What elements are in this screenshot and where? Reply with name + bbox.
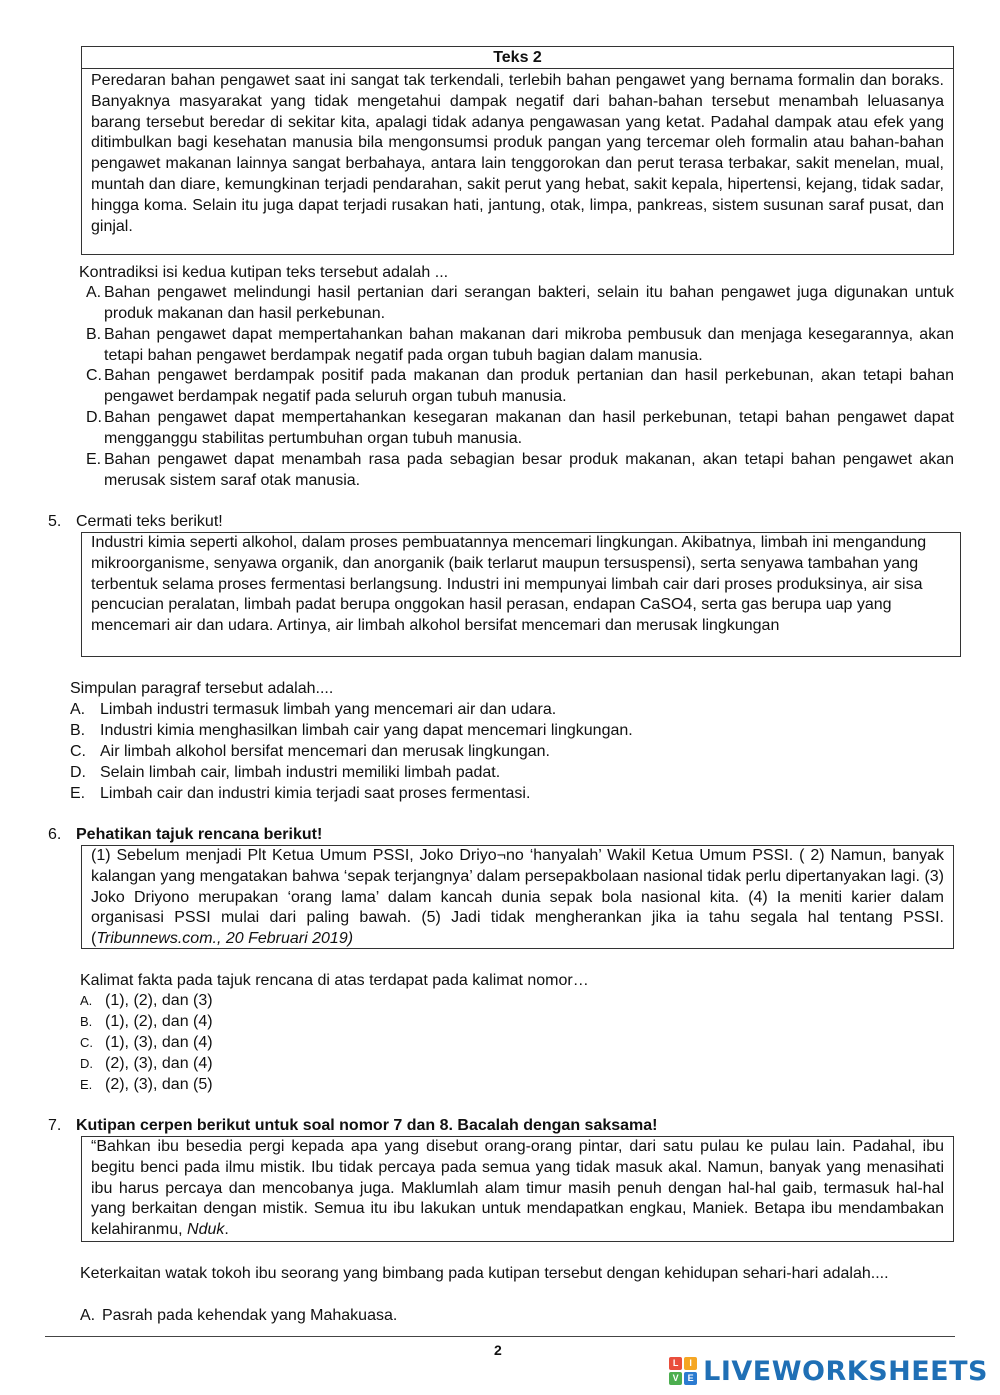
q5-option-b[interactable] [70, 721, 633, 742]
option-text: Bahan pengawet dapat mempertahankan kesegaran makanan dan hasil perkebunan, tetapi bahan pengawet dapat mengganggu stabilitas pertumbuhan organ tubuh manusia. [104, 409, 954, 447]
option-text: Bahan pengawet berdampak positif pada makanan dan produk pertanian dan hasil perkebunan, akan tetapi bahan pengawet berdampak negatif pada seluruh organ tubuh manusia. [104, 367, 954, 405]
page-number: 2 [494, 1342, 502, 1358]
option-letter: E. [70, 785, 86, 802]
option-text: Limbah cair dan industri kimia terjadi saat proses fermentasi. [100, 785, 531, 802]
liveworksheets-logo-icon [669, 1357, 699, 1387]
option-text: Bahan pengawet dapat mempertahankan bahan makanan dari mikroba pembusuk dan menjaga kesegarannya, akan tetapi bahan pengawet berdampak negatif pada organ tubuh bagian dalam manusia. [104, 326, 954, 364]
liveworksheets-logo [669, 1357, 988, 1387]
q5-passage-box [81, 532, 961, 657]
q7-passage-wrap [82, 1137, 953, 1241]
q4-option-b[interactable] [86, 325, 954, 367]
logo-tile-e: E [684, 1372, 697, 1385]
logo-tile-i: I [684, 1357, 697, 1370]
logo-tile-v: V [669, 1372, 682, 1385]
option-letter: E. [80, 1077, 93, 1092]
q5-option-e[interactable] [70, 784, 530, 805]
q6-source: Tribunnews.com., 20 Februari 2019) [96, 930, 354, 948]
q7-passage-italic: Nduk [187, 1221, 225, 1239]
q6-prompt: Kalimat fakta pada tajuk rencana di atas terdapat pada kalimat nomor… [80, 972, 589, 989]
teks2-title: Teks 2 [82, 47, 953, 69]
teks2-box [81, 46, 954, 255]
q7-heading: Kutipan cerpen berikut untuk soal nomor 7 dan 8. Bacalah dengan saksama! [76, 1117, 658, 1134]
option-letter: A. [70, 701, 86, 718]
option-letter: E. [86, 451, 102, 468]
option-letter: D. [70, 764, 86, 781]
q5-heading: Cermati teks berikut! [76, 513, 223, 530]
option-letter: B. [86, 326, 102, 343]
q7-prompt: Keterkaitan watak tokoh ibu seorang yang bimbang pada kutipan tersebut dengan kehidupan sehari-hari adalah.... [80, 1265, 889, 1282]
q4-prompt: Kontradiksi isi kedua kutipan teks tersebut adalah ... [79, 264, 449, 281]
q7-passage: “Bahkan ibu besedia pergi kepada apa yang disebut orang-orang pintar, dari satu pulau ke pulau lain. Padahal, ibu begitu benci pada ilmu mistik. Ibu tidak percaya pada semua yang tidak masuk akal. Namun, banyak yang menasihati ibu harus percaya dan mencobanya juga. Maklumlah alam timur masih penuh dengan hal-hal gaib, termasuk hal-hal yang berkaitan dengan mistik. Semua itu ibu lakukan untuk mendapatkan engkau, Maniek. Betapa ibu mendambakan kelahiranmu, [91, 1138, 944, 1239]
q7-passage-box [81, 1136, 954, 1242]
q6-option-e[interactable] [80, 1075, 213, 1096]
q7-number: 7. [48, 1117, 62, 1134]
option-text: Air limbah alkohol bersifat mencemari dan merusak lingkungan. [100, 743, 550, 760]
logo-tile-l: L [669, 1357, 682, 1370]
option-letter: B. [70, 722, 86, 739]
q4-option-e[interactable] [86, 450, 954, 492]
q6-option-a[interactable] [80, 991, 213, 1012]
option-letter: D. [86, 409, 102, 426]
q7-option-a[interactable] [80, 1306, 397, 1327]
q5-option-c[interactable] [70, 742, 550, 763]
teks2-body: Peredaran bahan pengawet saat ini sangat tak terkendali, terlebih bahan pengawet yang bernama formalin dan boraks. Banyaknya masyarakat yang tidak mengetahui dampak negatif dari bahan-bahan tersebut menambah leluasanya barang tersebut beredar di sekitar kita, apalagi tidak adanya pengawasan yang ketat. Padahal dampak atau efek yang ditimbulkan bagi kesehatan manusia bila mengonsumsi produk pangan yang tercemar oleh formalin atau bahan-bahan pengawet makanan lainnya sangat berbahaya, antara lain tenggorokan dan perut terasa terbakar, sakit menelan, mual, muntah dan diare, kemungkinan terjadi pendarahan, sakit perut yang hebat, sakit kepala, hipertensi, kejang, tidak sadar, hingga koma. Selain itu juga dapat terjadi rusakan hati, jantung, otak, limpa, pankreas, sistem susunan saraf pusat, dan ginjal. [91, 72, 944, 235]
q6-passage-wrap [82, 846, 953, 950]
q6-number: 6. [48, 826, 62, 843]
option-text: (1), (2), dan (4) [105, 1013, 213, 1030]
option-text: Bahan pengawet melindungi hasil pertanian dari serangan bakteri, selain itu bahan pengawet juga digunakan untuk produk makanan dan hasil perkebunan. [104, 284, 954, 322]
q5-option-a[interactable] [70, 700, 556, 721]
option-text: Industri kimia menghasilkan limbah cair yang dapat mencemari lingkungan. [100, 722, 633, 739]
q6-option-d[interactable] [80, 1054, 213, 1075]
option-text: Limbah industri termasuk limbah yang mencemari air dan udara. [100, 701, 557, 718]
option-text: Bahan pengawet dapat menambah rasa pada sebagian besar produk makanan, akan tetapi bahan pengawet akan merusak sistem saraf otak manusia. [104, 451, 954, 489]
q5-passage: Industri kimia seperti alkohol, dalam proses pembuatannya mencemari lingkungan. Akibatnya, limbah ini mengandung mikroorganisme, senyawa organik, dan anorganik (baik terlarut maupun tersuspensi), serta senyawa tambahan yang terbentuk selama proses fermentasi berlangsung. Industri ini mempunyai limbah cair dari proses produksinya, air sisa pencucian peralatan, limbah padat berupa onggokan hasil perasan, endapan CaSO4, serta gas berupa uap yang mencemari air dan udara. Artinya, air limbah alkohol bersifat mencemari dan merusak lingkungan [91, 534, 927, 635]
option-letter: A. [80, 1307, 96, 1324]
option-text: (2), (3), dan (4) [105, 1055, 213, 1072]
q4-option-d[interactable] [86, 408, 954, 450]
footer-divider [45, 1336, 955, 1337]
option-text: Pasrah pada kehendak yang Mahakuasa. [102, 1307, 398, 1324]
q4-option-c[interactable] [86, 366, 954, 408]
option-letter: C. [86, 367, 102, 384]
q5-number: 5. [48, 513, 62, 530]
q5-prompt: Simpulan paragraf tersebut adalah.... [70, 680, 334, 697]
option-text: (1), (2), dan (3) [105, 992, 213, 1009]
q6-passage: (1) Sebelum menjadi Plt Ketua Umum PSSI, Joko Driyo¬no ‘hanyalah’ Wakil Ketua Umum PSSI. ( 2) Namun, banyak kalangan yang mengatakan bahwa ‘sepak terjangnya’ dalam persepakbolaan nasional tidak perlu dipertanyakan lagi. (3) Joko Driyono merupakan ‘orang lama’ dalam kancah dunia sepak bola nasional kita. (4) Ia meniti karier dalam organisasi PSSI mulai dari paling bawah. (5) Jadi tidak mengherankan jika ia tahu segala hal tentang PSSI. ( [91, 847, 944, 948]
option-letter: C. [70, 743, 86, 760]
q5-option-d[interactable] [70, 763, 500, 784]
option-text: (1), (3), dan (4) [105, 1034, 213, 1051]
q6-heading: Pehatikan tajuk rencana berikut! [76, 826, 323, 843]
liveworksheets-logo-text: LIVEWORKSHEETS [703, 1355, 988, 1387]
option-letter: A. [86, 284, 102, 301]
q7-passage-end: . [224, 1221, 229, 1239]
option-letter: A. [80, 993, 93, 1008]
q4-option-a[interactable] [86, 283, 954, 325]
option-letter: B. [80, 1014, 93, 1029]
q6-passage-box [81, 845, 954, 949]
q6-option-b[interactable] [80, 1012, 213, 1033]
option-letter: C. [80, 1035, 93, 1050]
option-text: Selain limbah cair, limbah industri memiliki limbah padat. [100, 764, 501, 781]
q6-option-c[interactable] [80, 1033, 213, 1054]
option-letter: D. [80, 1056, 93, 1071]
option-text: (2), (3), dan (5) [105, 1076, 213, 1093]
